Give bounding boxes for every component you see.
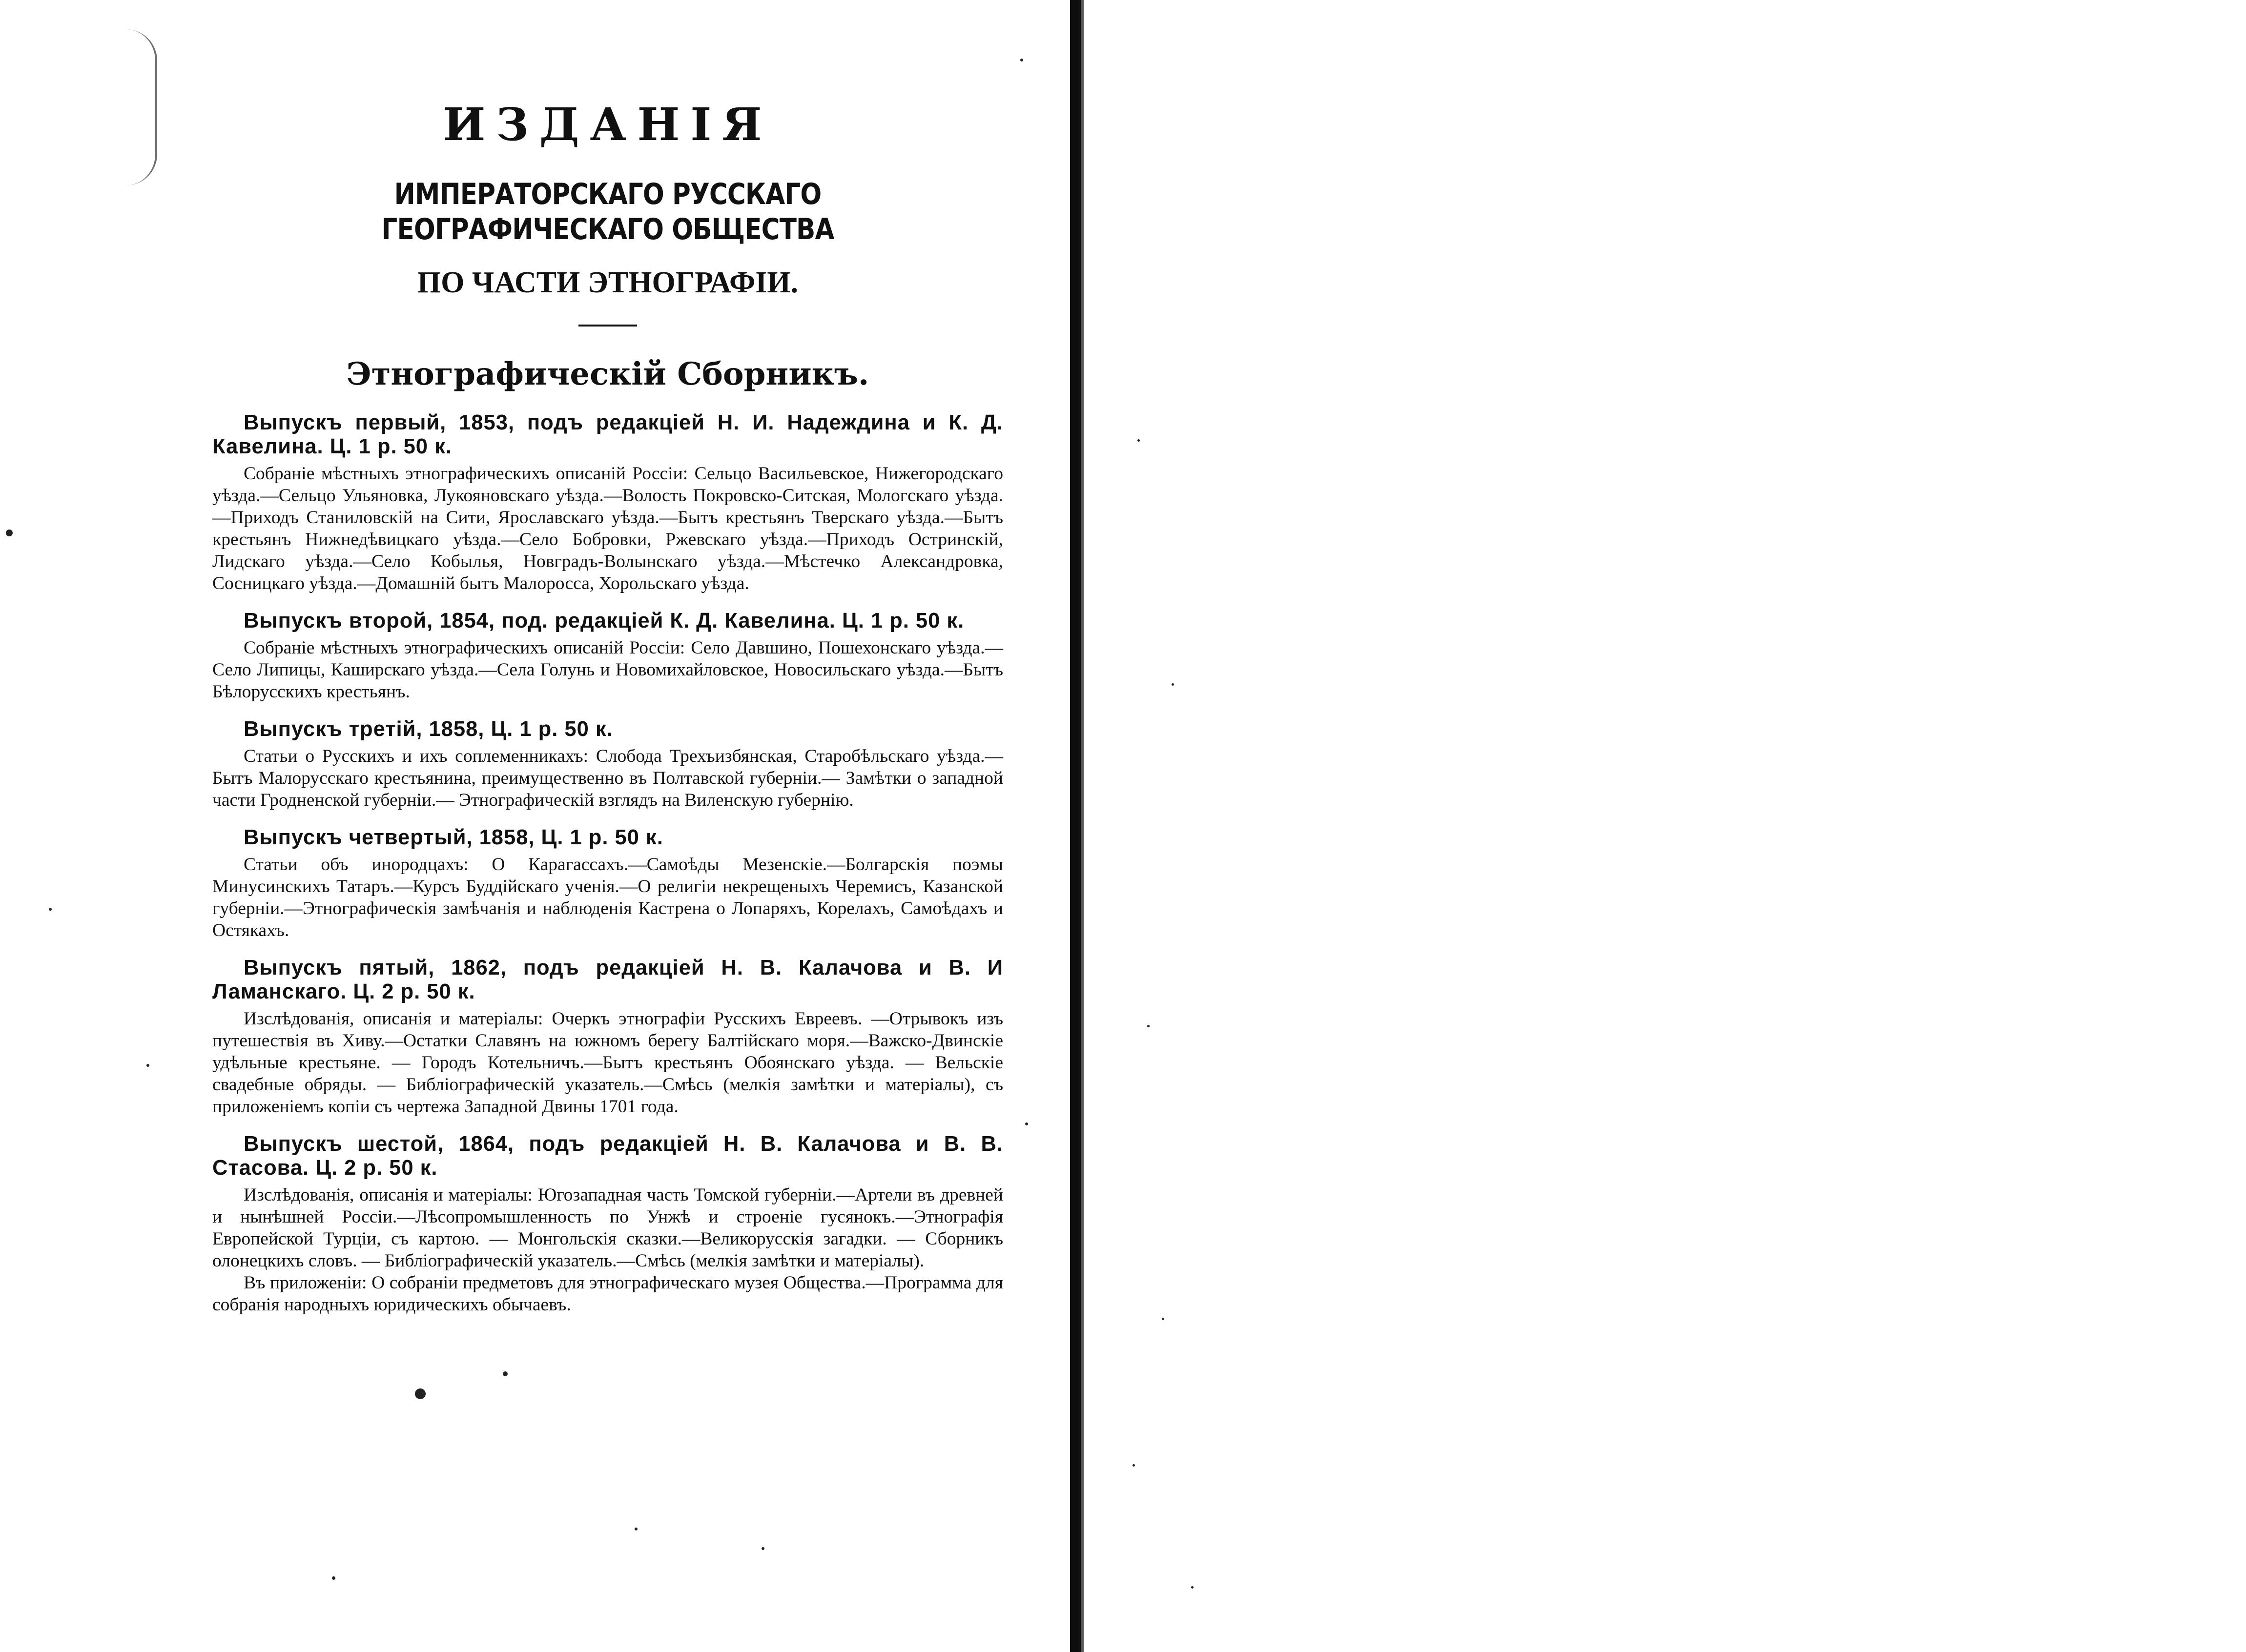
issue-contents: Изслѣдованія, описанія и матеріалы: Югозападная часть Томской губерніи.—Артели въ древней и нынѣшней Россіи.—Лѣсопромышленность по Унжѣ и строеніе гусянокъ.—Этнографія Европейской Турціи, съ картою. — Монгольскія сказки.—Великорусскія загадки. — Сборникъ олонецкихъ словъ. — Библіографическій указатель.—Смѣсь (мелкія замѣтки и матеріалы). <box>212 1184 1003 1271</box>
issue-contents: Статьи о Русскихъ и ихъ соплеменникахъ: Слобода Трехъизбянская, Старобѣльскаго уѣзда.—Бытъ Малорусскаго крестьянина, преимущественно въ Полтавской губерніи.— Замѣтки о западной части Гродненской губерніи.— Этнографическій взглядъ на Виленскую губернію. <box>212 746 1003 810</box>
issue-item <box>212 717 1003 811</box>
scan-speck <box>1191 1586 1194 1589</box>
binding-gutter <box>1070 0 1081 1652</box>
scan-speck <box>1133 1464 1135 1467</box>
issue-heading: Выпускъ второй, 1854, под. редакціей К. Д. Кавелина. Ц. 1 р. 50 к. <box>244 609 965 632</box>
scan-speck <box>1172 683 1174 686</box>
supplement-note: Въ приложеніи: О собраніи предметовъ для этнографическаго музея Общества.—Программа для собранія народныхъ юридическихъ обычаевъ. <box>212 1272 1003 1315</box>
issue-item <box>212 411 1003 594</box>
section-title: Этнографическій Сборникъ. <box>346 355 869 392</box>
page-title: ИЗДАНІЯ <box>443 98 773 151</box>
scan-artifact-arc <box>126 29 157 185</box>
issue-item <box>212 826 1003 941</box>
issue-item <box>212 609 1003 703</box>
scan-speck <box>503 1371 508 1376</box>
issue-heading: Выпускъ шестой, 1864, подъ редакціей Н. В. Калачова и В. В. Стасова. Ц. 2 р. 50 к. <box>212 1132 1003 1180</box>
scan-speck <box>1147 1025 1150 1027</box>
scan-speck <box>146 1064 149 1067</box>
scan-speck <box>49 908 52 911</box>
issue-contents: Собраніе мѣстныхъ этнографическихъ описаній Россіи: Сельцо Васильевское, Нижегородскаго уѣзда.—Сельцо Ульяновка, Лукояновскаго уѣзда.—Волость Покровско-Ситская, Мологскаго уѣзда.—Приходъ Станиловскій на Сити, Ярославскаго уѣзда.—Бытъ крестьянъ Тверскаго уѣзда.—Бытъ крестьянъ Нижнедѣвицкаго уѣзда.—Село Бобровки, Ржевскаго уѣзда.—Приходъ Остринскій, Лидскаго уѣзда.—Село Кобылья, Новградъ-Волынскаго уѣзда.—Мѣстечко Александровка, Сосницкаго уѣзда.—Домашній бытъ Малоросса, Хорольскаго уѣзда. <box>212 463 1003 593</box>
scan-speck <box>635 1528 638 1530</box>
issue-heading: Выпускъ четвертый, 1858, Ц. 1 р. 50 к. <box>244 825 663 849</box>
scan-speck <box>1137 439 1140 442</box>
issue-contents: Изслѣдованія, описанія и матеріалы: Очеркъ этнографіи Русскихъ Евреевъ. —Отрывокъ изъ путешествія въ Хиву.—Остатки Славянъ на южномъ берегу Балтійскаго моря.—Важско-Двинскіе удѣльные крестьяне. — Городъ Котельничъ.—Бытъ крестьянъ Обоянскаго уѣзда. — Вельскіе свадебные обряды. — Библіографическій указатель.—Смѣсь (мелкія замѣтки и матеріалы), съ приложеніемъ копіи съ чертежа Западной Двины 1701 года. <box>212 1008 1003 1117</box>
issue-contents: Статьи объ инородцахъ: О Карагассахъ.—Самоѣды Мезенскіе.—Болгарскія поэмы Минусинскихъ Татаръ.—Курсъ Буддійскаго ученія.—О религіи некрещеныхъ Черемисъ, Казанской губерніи.—Этнографическія замѣчанія и наблюденія Кастрена о Лопаряхъ, Корелахъ, Самоѣдахъ и Остякахъ. <box>212 854 1003 940</box>
scan-speck <box>1162 1318 1164 1320</box>
scan-speck <box>6 530 13 536</box>
title-divider <box>578 325 637 326</box>
page-subtitle: ИМПЕРАТОРСКАГО РУССКАГО ГЕОГРАФИЧЕСКАГО ОБЩЕСТВА <box>381 177 834 247</box>
issues-list <box>212 411 1003 1316</box>
page-subtitle-2: ПО ЧАСТИ ЭТНОГРАФІИ. <box>417 266 799 300</box>
scan-speck <box>762 1547 764 1550</box>
issue-item <box>212 956 1003 1118</box>
issue-heading: Выпускъ первый, 1853, подъ редакціей Н. И. Надеждина и К. Д. Кавелина. Ц. 1 р. 50 к. <box>212 410 1003 458</box>
scan-speck <box>1020 59 1023 61</box>
issue-contents: Собраніе мѣстныхъ этнографическихъ описаній Россіи: Село Давшино, Пошехонскаго уѣзда.—Село Липицы, Каширскаго уѣзда.—Села Голунь и Новомихайловское, Новосильскаго уѣзда.—Бытъ Бѣлорусскихъ крестьянъ. <box>212 637 1003 702</box>
issue-heading: Выпускъ пятый, 1862, подъ редакціей Н. В. Калачова и В. И Ламанскаго. Ц. 2 р. 50 к. <box>212 956 1003 1003</box>
issue-heading: Выпускъ третій, 1858, Ц. 1 р. 50 к. <box>244 717 613 741</box>
binding-gutter-edge <box>1081 0 1084 1652</box>
issue-item <box>212 1132 1003 1272</box>
scan-speck <box>415 1388 426 1399</box>
scan-speck <box>1025 1122 1028 1125</box>
scan-speck <box>332 1576 335 1580</box>
text-column <box>212 98 1003 1316</box>
